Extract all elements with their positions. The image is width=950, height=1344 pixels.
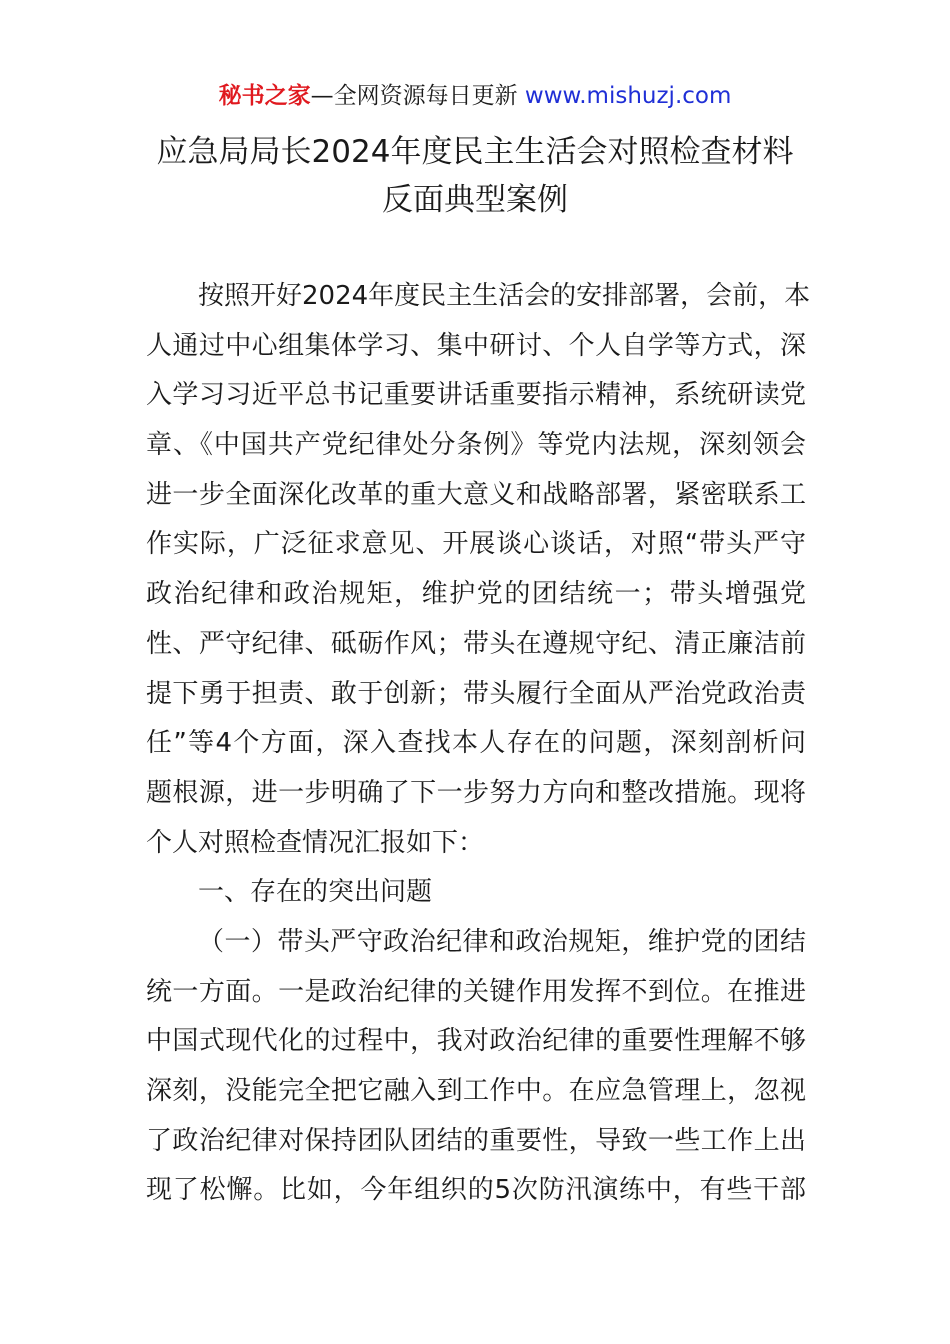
body-line: 中国式现代化的过程中，我对政治纪律的重要性理解不够 bbox=[146, 1026, 806, 1057]
body-line: 进一步全面深化改革的重大意义和战略部署，紧密联系工 bbox=[146, 479, 806, 510]
body-line: 深刻，没能完全把它融入到工作中。在应急管理上，忽视 bbox=[146, 1076, 806, 1106]
body-line: 人通过中心组集体学习、集中研讨、个人自学等方式，深 bbox=[146, 330, 806, 361]
site-tagline: —全网资源每日更新 bbox=[310, 83, 518, 109]
body-line: 现了松懈。比如，今年组织的5次防汛演练中，有些干部 bbox=[146, 1175, 806, 1206]
body-line: 个人对照检查情况汇报如下： bbox=[146, 827, 485, 858]
site-header bbox=[0, 80, 950, 112]
document-body bbox=[146, 272, 811, 1216]
title-line-2: 反面典型案例 bbox=[382, 182, 568, 218]
body-line: 按照开好2024年度民主生活会的安排部署，会前，本 bbox=[198, 281, 811, 311]
body-line: 政治纪律和政治规矩，维护党的团结统一；带头增强党 bbox=[146, 579, 806, 610]
body-line: 统一方面。一是政治纪律的关键作用发挥不到位。在推进 bbox=[146, 976, 806, 1007]
site-url-link[interactable]: www.mishuzj.com bbox=[524, 83, 732, 109]
body-line: 作实际，广泛征求意见、开展谈心谈话，对照“带头严守 bbox=[146, 529, 806, 560]
body-line: 提下勇于担责、敢于创新；带头履行全面从严治党政治责 bbox=[146, 678, 806, 709]
section-heading: 一、存在的突出问题 bbox=[198, 877, 433, 908]
body-line: （一）带头严守政治纪律和政治规矩，维护党的团结 bbox=[198, 926, 806, 957]
body-line: 性、严守纪律、砥砺作风；带头在遵规守纪、清正廉洁前 bbox=[146, 628, 806, 659]
body-line: 题根源，进一步明确了下一步努力方向和整改措施。现将 bbox=[146, 777, 806, 808]
body-line: 了政治纪律对保持团队团结的重要性，导致一些工作上出 bbox=[146, 1125, 806, 1156]
title-line-1: 应急局局长2024年度民主生活会对照检查材料 bbox=[156, 134, 794, 170]
body-line: 入学习习近平总书记重要讲话重要指示精神，系统研读党 bbox=[146, 380, 806, 411]
body-line: 任”等4个方面，深入查找本人存在的问题，深刻剖析问 bbox=[146, 728, 806, 759]
body-line: 章、《中国共产党纪律处分条例》等党内法规，深刻领会 bbox=[146, 430, 806, 461]
document-title bbox=[0, 128, 950, 224]
brand-name: 秘书之家 bbox=[218, 83, 311, 109]
